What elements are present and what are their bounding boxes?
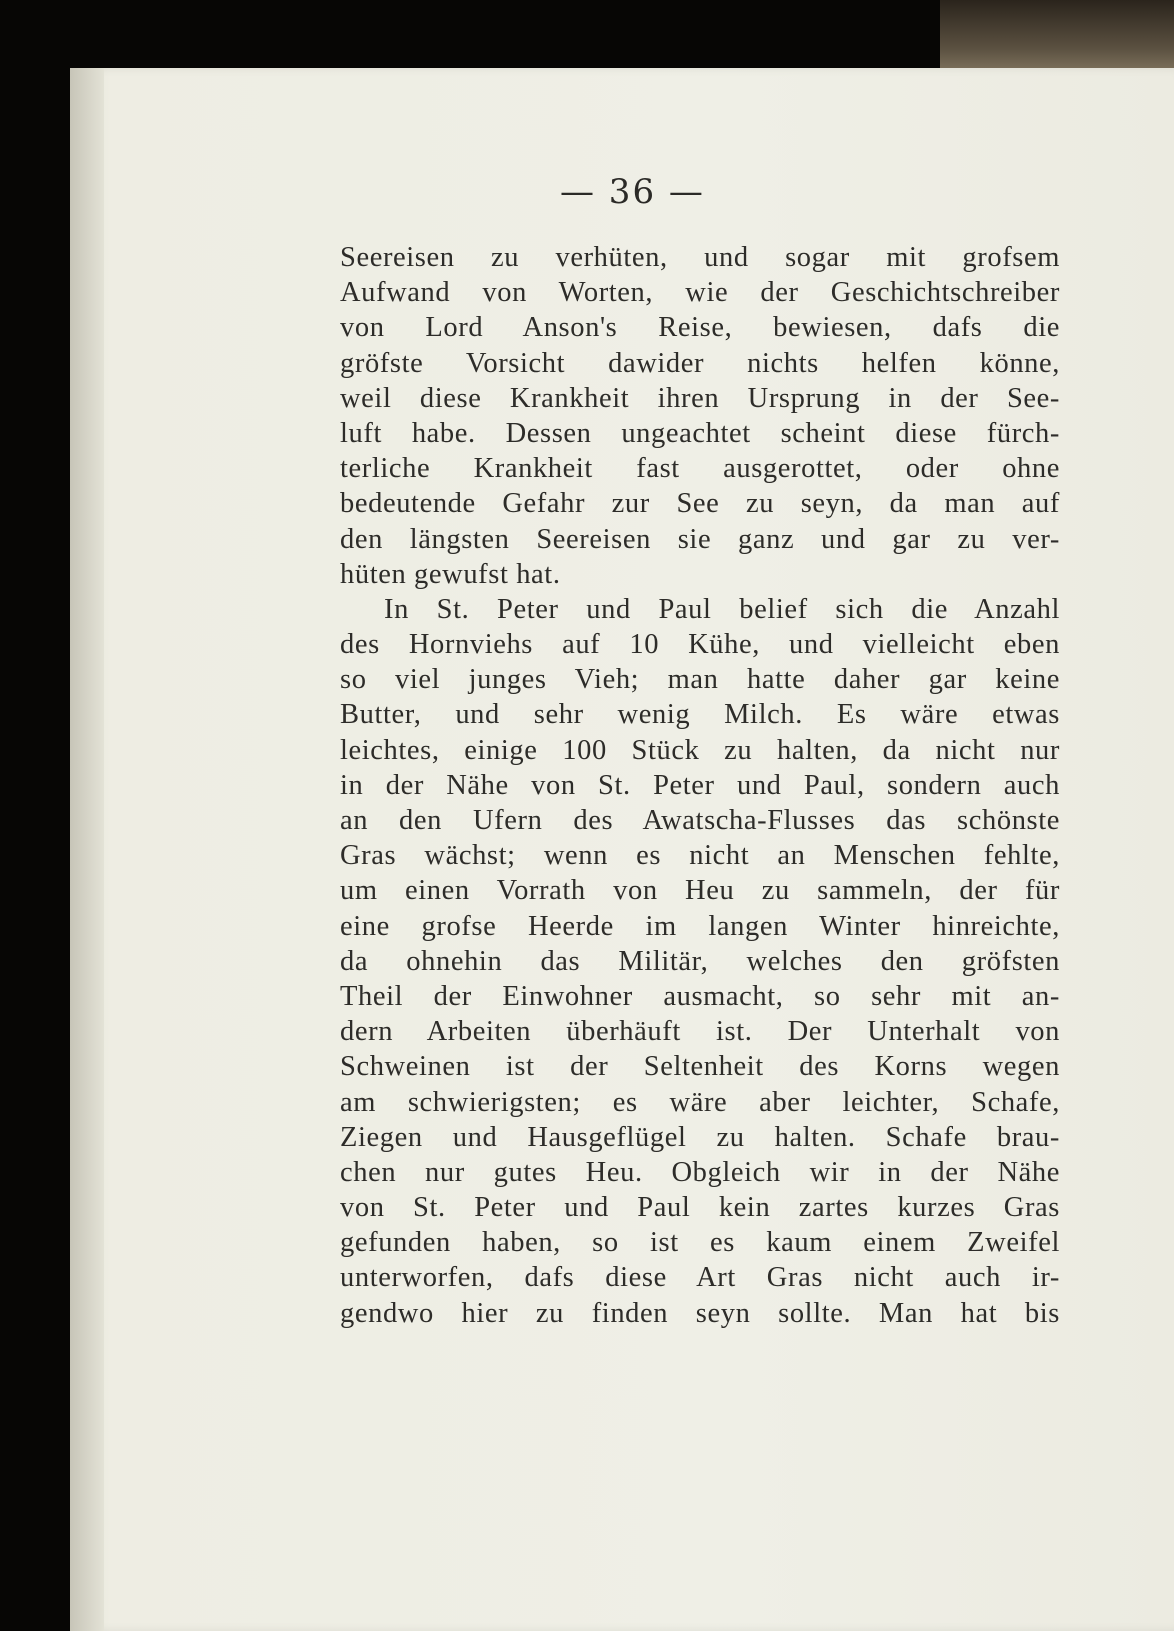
text-line: eine grofse Heerde im langen Winter hinreichte, [340,910,1060,942]
text-line: weil diese Krankheit ihren Ursprung in der See- [340,382,1060,414]
text-line: von Lord Anson's Reise, bewiesen, dafs die [340,312,1060,344]
text-line: in der Nähe von St. Peter und Paul, sondern auch [340,769,1060,801]
page-number: — 36 — [560,172,705,212]
body-text [340,240,1060,1331]
text-line: des Hornviehs auf 10 Kühe, und vielleicht eben [340,629,1060,661]
text-line: gröfste Vorsicht dawider nichts helfen könne, [340,347,1060,379]
text-line: unterworfen, dafs diese Art Gras nicht auch ir- [340,1262,1060,1294]
text-line: hüten gewufst hat. [340,558,561,590]
text-line: luft habe. Dessen ungeachtet scheint diese fürch- [340,417,1060,449]
text-line: von St. Peter und Paul kein zartes kurzes Gras [340,1192,1060,1224]
text-line: gefunden haben, so ist es kaum einem Zweifel [340,1227,1060,1259]
text-line: leichtes, einige 100 Stück zu halten, da nicht nur [340,734,1060,766]
text-line: gendwo hier zu finden seyn sollte. Man hat bis [340,1297,1060,1329]
text-line: terliche Krankheit fast ausgerottet, oder ohne [340,453,1060,485]
text-line: so viel junges Vieh; man hatte daher gar keine [340,664,1060,696]
text-line: Butter, und sehr wenig Milch. Es wäre etwas [340,699,1060,731]
text-line: Aufwand von Worten, wie der Geschichtschreiber [340,277,1060,309]
text-line: dern Arbeiten überhäuft ist. Der Unterhalt von [340,1016,1060,1048]
text-line: um einen Vorrath von Heu zu sammeln, der für [340,875,1060,907]
text-line: an den Ufern des Awatscha-Flusses das schönste [340,805,1060,836]
text-line: den längsten Seereisen sie ganz und gar zu ver- [340,523,1060,555]
text-line: chen nur gutes Heu. Obgleich wir in der Nähe [340,1156,1060,1188]
text-line: Seereisen zu verhüten, und sogar mit grofsem [340,242,1060,273]
text-line: da ohnehin das Militär, welches den gröfsten [340,945,1060,977]
text-line: bedeutende Gefahr zur See zu seyn, da man auf [340,488,1060,520]
page-gutter-shadow [70,68,104,1631]
text-line: am schwierigsten; es wäre aber leichter, Schafe, [340,1086,1060,1118]
text-line: In St. Peter und Paul belief sich die Anzahl [384,593,1060,625]
text-line: Gras wächst; wenn es nicht an Menschen fehlte, [340,840,1060,872]
text-line: Schweinen ist der Seltenheit des Korns wegen [340,1051,1060,1083]
text-line: Theil der Einwohner ausmacht, so sehr mit an- [340,980,1060,1012]
text-line: Ziegen und Hausgeflügel zu halten. Schafe brau- [340,1121,1060,1153]
